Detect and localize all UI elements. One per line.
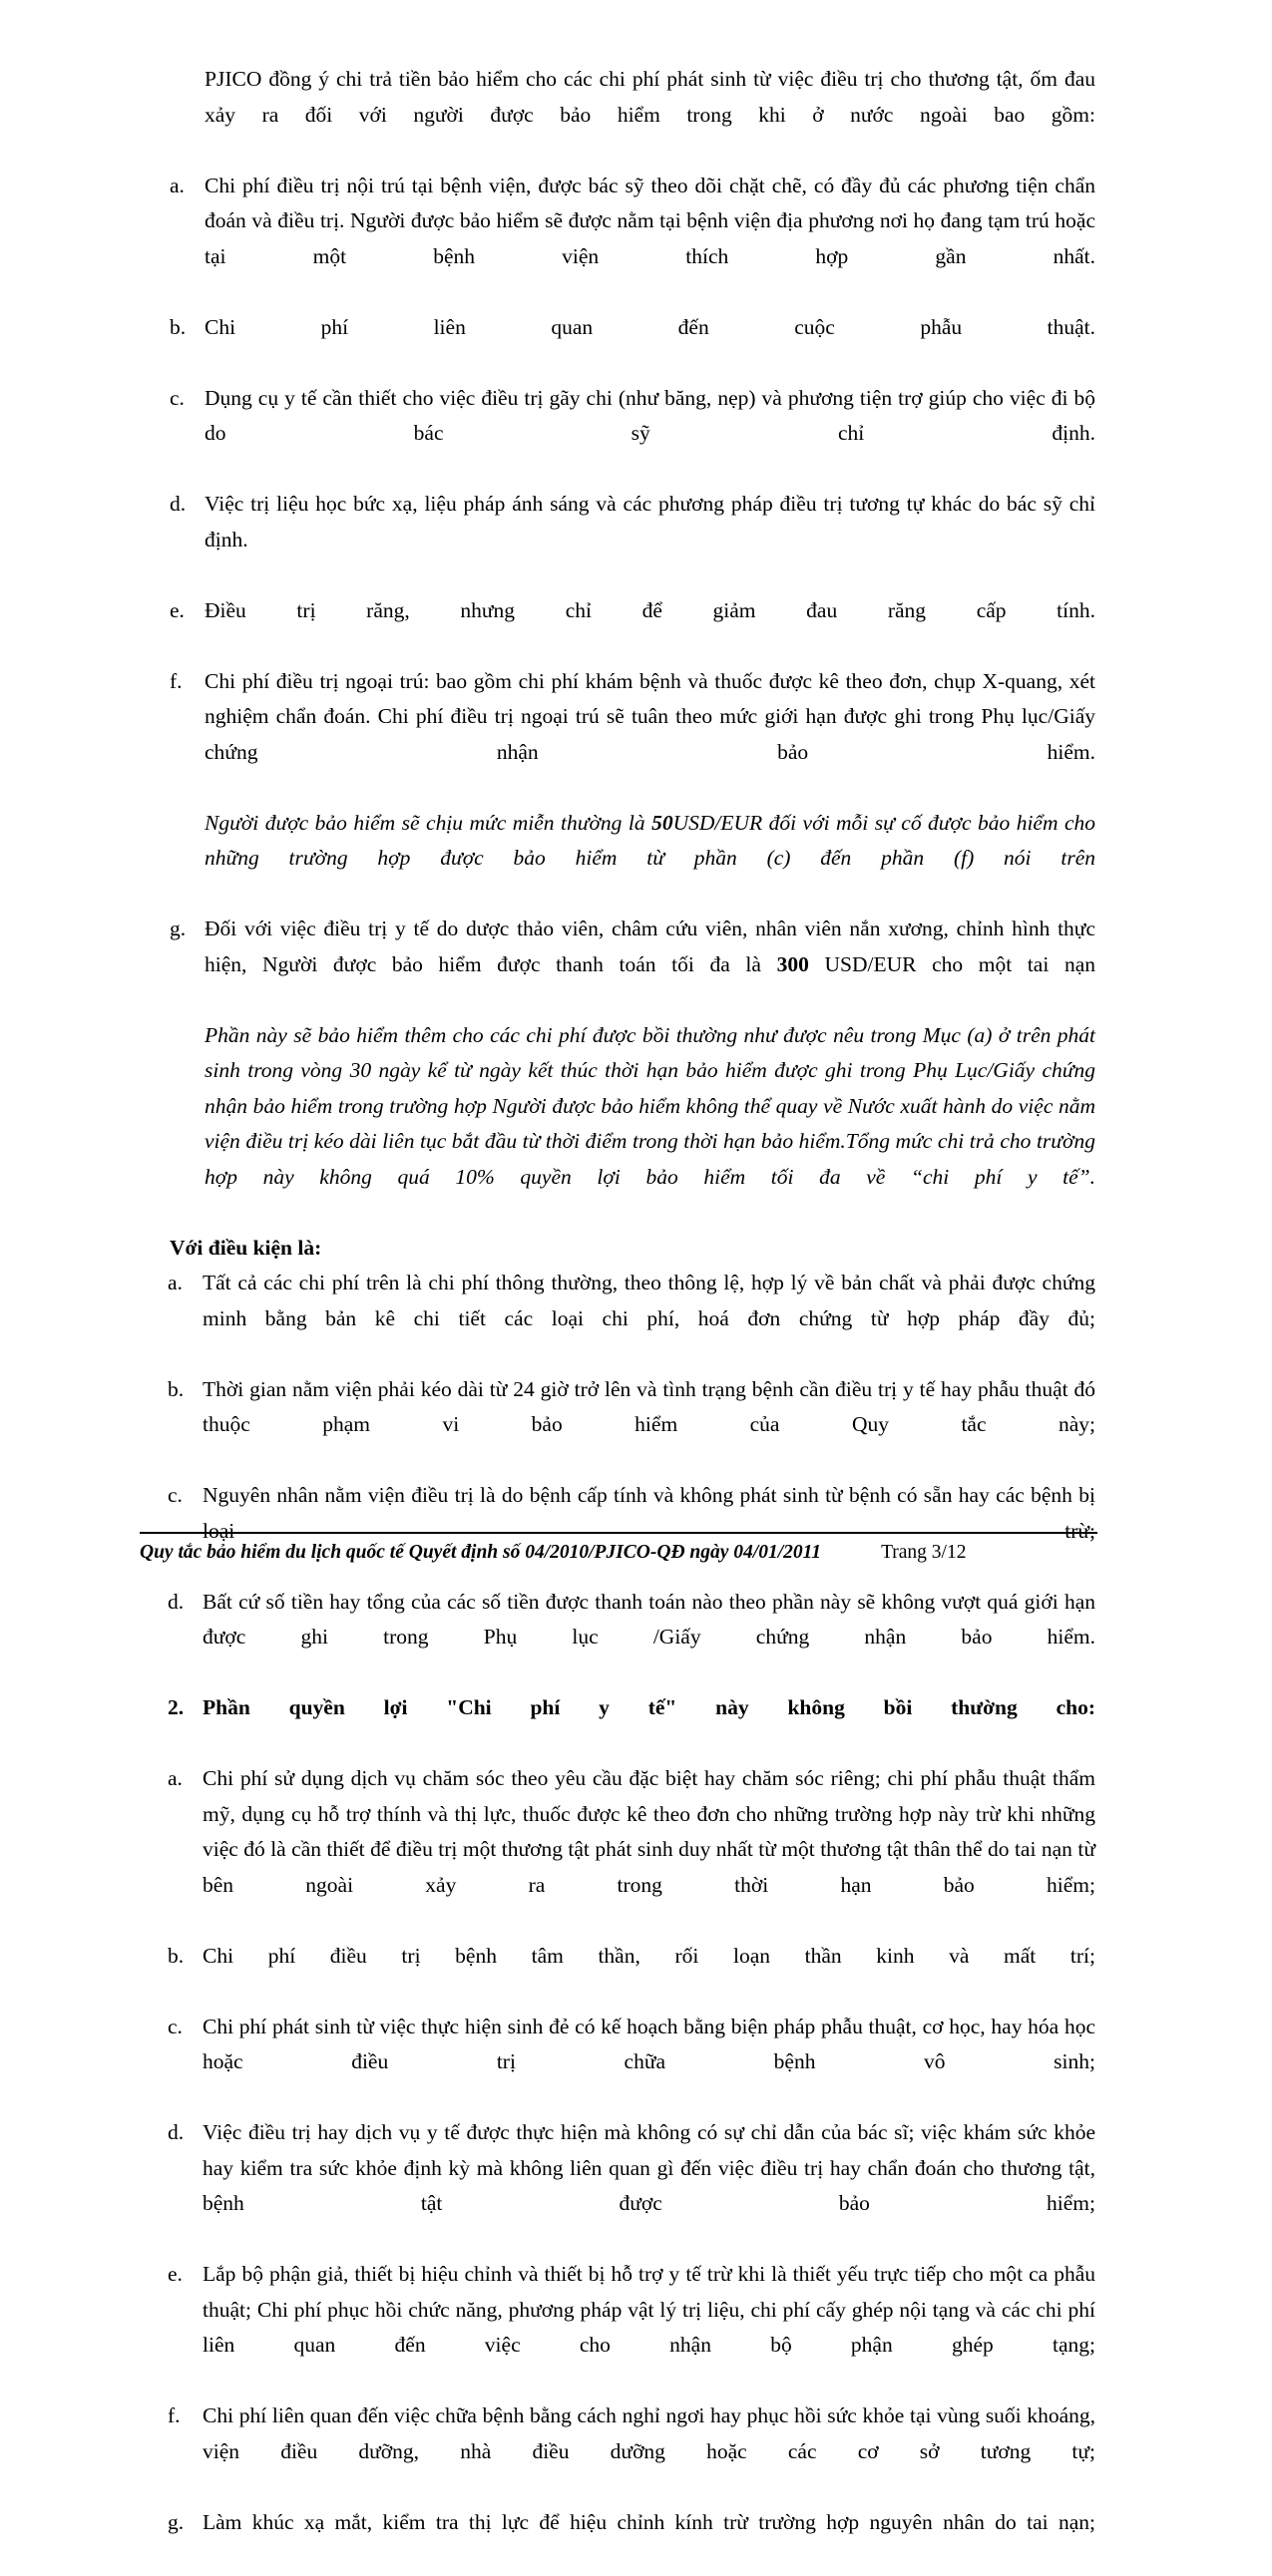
list-item-text: Chi phí sử dụng dịch vụ chăm sóc theo yêu cầu đặc biệt hay chăm sóc riêng; chi phí phẫu thuật thẩm mỹ, dụng cụ hỗ trợ thính và thị lực, thuốc được kê theo đơn cho những trường hợp này trừ khi những việc đó là cần thiết để điều trị một thương tật phát sinh duy nhất từ một thương tật thân thể do tai nạn từ bên ngoài xảy ra trong thời hạn bảo hiểm; (203, 1766, 1095, 1897)
list-item (170, 2115, 1095, 2257)
list-item-text: Chi phí điều trị bệnh tâm thần, rối loạn thần kinh và mất trí; (203, 1943, 1095, 1968)
list-marker: e. (170, 597, 185, 622)
list-item-text: Bất cứ số tiền hay tổng của các số tiền được thanh toán nào theo phần này sẽ không vượt quá giới hạn được ghi trong Phụ lục /Giấy chứng nhận bảo hiểm. (203, 1589, 1095, 1649)
list-item-text (205, 912, 1095, 1018)
list-item (170, 1585, 1095, 1691)
list-item-text: Dụng cụ y tế cần thiết cho việc điều trị gãy chi (như băng, nẹp) và phương tiện trợ giúp cho việc đi bộ do bác sỹ chỉ định. (205, 385, 1095, 445)
list-item-text: Lắp bộ phận giả, thiết bị hiệu chỉnh và thiết bị hỗ trợ y tế trừ khi là thiết yếu trực tiếp cho một ca phẫu thuật; Chi phí phục hồi chức năng, phương pháp vật lý trị liệu, chi phí cấy ghép nội tạng và các chi phí liên quan đến việc cho nhận bộ phận ghép tạng; (203, 2262, 1095, 2357)
footer-line (140, 1540, 1097, 1566)
list-item-text: Chi phí điều trị nội trú tại bệnh viện, được bác sỹ theo dõi chặt chẽ, có đầy đủ các phương tiện chẩn đoán và điều trị. Người được bảo hiểm sẽ được nằm tại bệnh viện địa phương nơi họ đang tạm trú hoặc tại một bệnh viện thích hợp gần nhất. (205, 173, 1095, 268)
footer-document-title: Quy tắc bảo hiểm du lịch quốc tế Quyết định số 04/2010/PJICO-QĐ ngày 04/01/2011 (140, 1542, 822, 1563)
list-marker: c. (168, 1483, 183, 1507)
footer-page-number: Trang 3/12 (881, 1542, 967, 1563)
list-item (170, 2010, 1095, 2116)
alt-treatment-suffix: USD/EUR cho một tai nạn (808, 951, 1095, 976)
list-marker: a. (168, 1271, 183, 1294)
list-item (170, 2505, 1095, 2576)
list-item-text: Điều trị răng, nhưng chỉ để giảm đau răng cấp tính. (205, 597, 1095, 622)
list-marker: b. (168, 1943, 185, 1968)
list-item (170, 310, 1095, 381)
list-item (170, 381, 1095, 488)
list-item (170, 2257, 1095, 2398)
list-item-text: Làm khúc xạ mắt, kiểm tra thị lực để hiệu chỉnh kính trừ trường hợp nguyên nhân do tai nạn; (203, 2509, 1095, 2534)
list-marker: f. (170, 668, 183, 693)
list-item (170, 1266, 1095, 1372)
list-item-text: Việc điều trị hay dịch vụ y tế được thực hiện mà không có sự chỉ dẫn của bác sĩ; việc khám sức khỏe hay kiểm tra sức khỏe định kỳ mà không liên quan gì đến việc điều trị hay chẩn đoán cho thương tật, bệnh tật được bảo hiểm; (203, 2120, 1095, 2215)
list-item-text: Nguyên nhân nằm viện điều trị là do bệnh cấp tính và không phát sinh từ bệnh có sẵn hay các bệnh bị loại trừ; (203, 1483, 1095, 1543)
list-item-text: Việc trị liệu học bức xạ, liệu pháp ánh sáng và các phương pháp điều trị tương tự khác do bác sỹ chỉ định. (205, 492, 1095, 552)
list-marker: d. (168, 1589, 185, 1614)
list-item (170, 593, 1095, 664)
list-marker: g. (168, 2509, 185, 2534)
list-marker: g. (170, 917, 187, 940)
list-item-text: Tất cả các chi phí trên là chi phí thông thường, theo thông lệ, hợp lý về bản chất và phải được chứng minh bằng bản kê chi tiết các loại chi phí, hoá đơn chứng từ hợp pháp đầy đủ; (203, 1271, 1095, 1330)
list-item-text: Thời gian nằm viện phải kéo dài từ 24 giờ trở lên và tình trạng bệnh cần điều trị y tế hay phẫu thuật đó thuộc phạm vi bảo hiểm của Quy tắc này; (203, 1376, 1095, 1436)
deductible-note-prefix: Người được bảo hiểm sẽ chịu mức miễn thường là (205, 810, 652, 835)
list-item (170, 664, 1095, 806)
benefit-list (170, 169, 1095, 1231)
list-item (170, 1761, 1095, 1939)
document-body (170, 62, 1095, 2576)
list-item (170, 1939, 1095, 2010)
alt-treatment-prefix: Đối với việc điều trị y tế do dược thảo viên, châm cứu viên, nhân viên nắn xương, chỉnh hình thực hiện, Người được bảo hiểm được thanh toán tối đa là (205, 917, 1095, 976)
page-footer (140, 1532, 1097, 1566)
conditions-list (170, 1266, 1095, 2576)
list-item-text: Chi phí liên quan đến cuộc phẫu thuật. (205, 314, 1095, 339)
deductible-note (170, 806, 1095, 913)
list-item (170, 2398, 1095, 2505)
list-marker: f. (168, 2403, 181, 2427)
list-marker: b. (168, 1376, 185, 1401)
list-marker: b. (170, 314, 187, 339)
alt-treatment-limit: 300 (776, 951, 809, 976)
section-title: Phần quyền lợi "Chi phí y tế" này không bồi thường cho: (203, 1695, 1095, 1719)
list-marker: a. (168, 1766, 183, 1790)
deductible-note-suffix: USD/EUR đối với mỗi sự cố được bảo hiểm cho những trường hợp được bảo hiểm từ phần (c) đến phần (f) nói trên (205, 810, 1096, 870)
list-item-text: Chi phí liên quan đến việc chữa bệnh bằng cách nghỉ ngơi hay phục hồi sức khỏe tại vùng suối khoáng, viện điều dưỡng, nhà điều dưỡng hoặc các cơ sở tương tự; (203, 2403, 1095, 2463)
section-two-heading (170, 1690, 1095, 1761)
list-item-text: Chi phí điều trị ngoại trú: bao gồm chi phí khám bệnh và thuốc được kê theo đơn, chụp X-quang, xét nghiệm chẩn đoán. Chi phí điều trị ngoại trú sẽ tuân theo mức giới hạn được ghi trong Phụ lục/Giấy chứng nhận bảo hiểm. (205, 668, 1095, 764)
intro-paragraph: PJICO đồng ý chi trả tiền bảo hiểm cho các chi phí phát sinh từ việc điều trị cho thương tật, ốm đau xảy ra đối với người được bảo hiểm trong khi ở nước ngoài bao gồm: (205, 67, 1095, 127)
list-marker: d. (170, 492, 187, 516)
list-marker: a. (170, 173, 185, 197)
extension-note: Phần này sẽ bảo hiểm thêm cho các chi phí được bồi thường như được nêu trong Mục (a) ở trên phát sinh trong vòng 30 ngày kể từ ngày kết thúc thời hạn bảo hiểm được ghi trong Phụ Lục/Giấy chứng nhận bảo hiểm trong trường hợp Người được bảo hiểm không thể quay về Nước xuất hành do việc nằm viện điều trị kéo dài liên tục bắt đầu từ thời điểm trong thời hạn bảo hiểm.Tổng mức chi trả cho trường hợp này không quá 10% quyền lợi bảo hiểm tối đa về “chi phí y tế”. (205, 1022, 1095, 1189)
list-item-text: Chi phí phát sinh từ việc thực hiện sinh đẻ có kế hoạch bằng biện pháp phẫu thuật, cơ học, hay hóa học hoặc điều trị chữa bệnh vô sinh; (203, 2014, 1095, 2073)
deductible-amount: 50 (651, 810, 673, 835)
list-marker: d. (168, 2120, 185, 2144)
list-item (170, 912, 1095, 1018)
list-item (170, 169, 1095, 310)
section-number: 2. (168, 1695, 185, 1719)
list-marker: c. (170, 385, 185, 410)
list-marker: c. (168, 2014, 183, 2038)
list-item (170, 1372, 1095, 1479)
footer-divider (140, 1532, 1097, 1534)
list-marker: e. (168, 2262, 183, 2286)
list-item (170, 487, 1095, 593)
conditions-heading: Với điều kiện là: (170, 1235, 322, 1260)
